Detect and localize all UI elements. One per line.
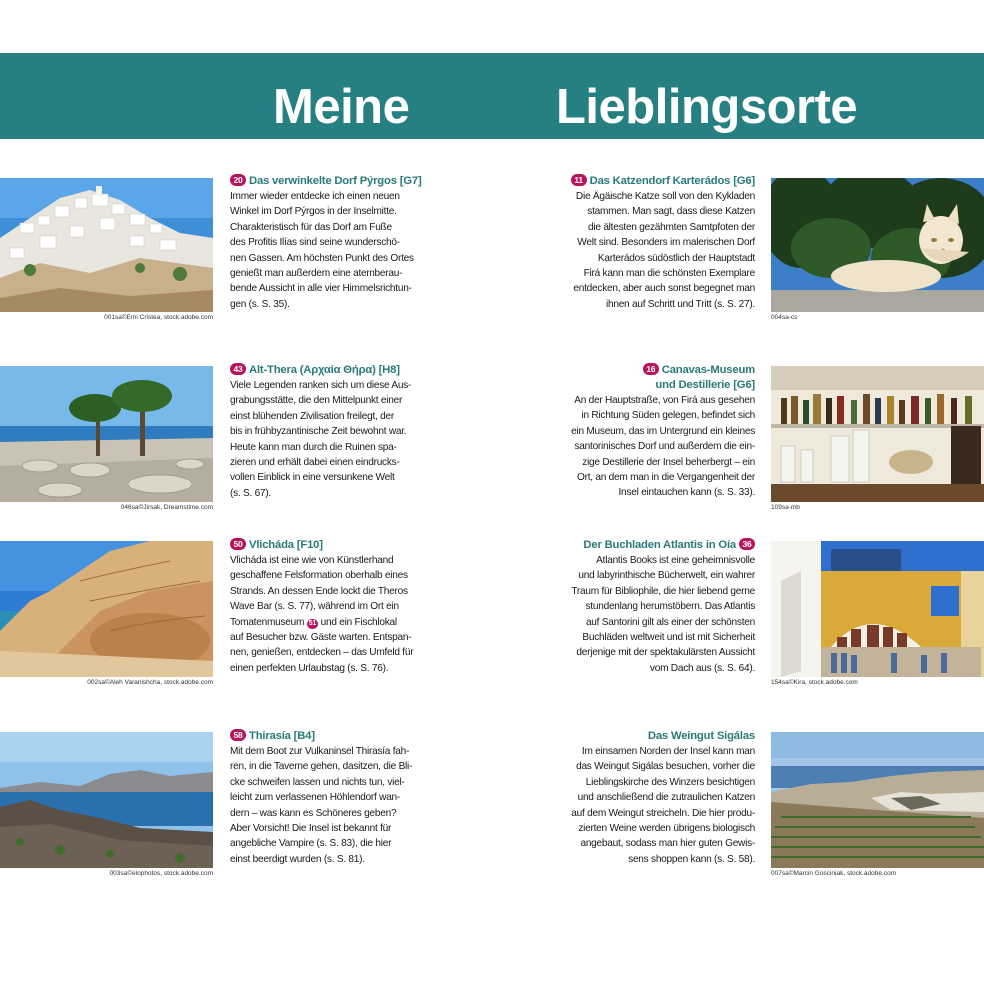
entry-sigalas <box>550 729 755 867</box>
entry-body: Atlantis Books ist eine geheimnisvolle und labyrinthische Bücherwelt, ein wahrer Traum für Bibliophile, die hier liebend gerne stundenlang herumstöbern. Das Atlantis auf Santorini gilt als einer der schönsten Buchläden weltweit und ist mit Sicherheit derjenige mit der spektakulärsten Aussicht vom Dach aus (s. S. 64). <box>571 555 755 674</box>
photo-canavas <box>771 366 984 502</box>
entry-body: Immer wieder entdecke ich einen neuen Winkel im Dorf Pýrgos in der Inselmitte. Charakteristisch für das Dorf am Fuße des Profitis Ilías sind seine wunderschö- nen Gassen. Am höchsten Punkt des Ortes genießt man außerdem eine atemberau- bende Aussicht in alle vier Himmelsrichtun- gen (s. S. 35). <box>230 191 414 310</box>
entry-thirasia <box>230 729 435 867</box>
photo-credit-7: 154sa©Kira, stock.adobe.com <box>771 679 858 686</box>
photo-sigalas <box>771 732 984 868</box>
entry-title: Das verwinkelte Dorf Pýrgos [G7] <box>249 175 422 187</box>
photo-thirasia <box>0 732 213 868</box>
entry-body: Im einsamen Norden der Insel kann man das Weingut Sigálas besuchen, vorher die Lieblingskirche des Winzers besichtigen und anschließend die zutraulichen Katzen auf dem Weingut streicheln. Die hier produ- zierten Weine werden übrigens biologisch angebaut, sodass man hier guten Gewis- sens shoppen kann (s. S. 58). <box>571 746 755 865</box>
photo-pyrgos <box>0 178 213 312</box>
entry-heading <box>550 363 755 378</box>
photo-credit-8: 007sa©Marcin Gosciniak, stock.adobe.com <box>771 870 897 877</box>
entry-number-badge: 16 <box>643 363 659 375</box>
entry-title: Alt-Thera (Αρχαία Θήρα) [H8] <box>249 364 400 376</box>
entry-body-part-2: und ein Fischlokal auf Besucher bzw. Gäste warten. Entspan- nen, genießen, entdecken – das Umfeld für einen perfekten Urlaubstag (s. S. 76). <box>230 616 414 674</box>
entry-number-badge: 11 <box>571 174 587 186</box>
entry-vlichada <box>230 538 435 676</box>
entry-heading <box>550 729 755 744</box>
photo-credit-2: 046sa©Jirsak, Dreamstime.com <box>120 504 213 511</box>
entry-body: Viele Legenden ranken sich um diese Aus- grabungsstätte, die den Mittelpunkt einer einst blühenden Zivilisation freilegt, der bis in frühbyzantinische Zeit bewohnt war. Heute kann man durch die Ruinen spa- zieren und erhält dabei einen eindrucks- vollen Einblick in eine versunkene Welt (s. S. 67). <box>230 380 412 499</box>
banner-word-1: Meine <box>273 80 410 134</box>
entry-heading <box>230 729 435 744</box>
entry-body: Mit dem Boot zur Vulkaninsel Thirasía fah- ren, in die Taverne gehen, dasitzen, die Bli- cke schweifen lassen und nichts tun, viel- leicht zum verlassenen Höhlendorf wan- dern – was kann es Schöneres geben? Aber Vorsicht! Die Insel ist bekannt für angebliche Vampire (s. S. 83), die hier einst beerdigt wurden (s. S. 81). <box>230 746 413 865</box>
photo-alt-thera <box>0 366 213 502</box>
entry-body-part-1: Vlicháda ist eine wie von Künstlerhand geschaffene Felsformation oberhalb eines Strands. An dessen Ende lockt die Theros Wave Bar (s. S. 77), während im Ort ein Tomatenmuseum <box>230 555 408 628</box>
photo-credit-6: 109sa-mb <box>771 504 800 511</box>
entry-number-badge: 20 <box>230 174 246 186</box>
entry-number-badge: 50 <box>230 538 246 550</box>
entry-title: Der Buchladen Atlantis in Oía <box>583 539 736 551</box>
photo-credit-5: 004sa-cs <box>771 314 798 321</box>
entry-heading <box>230 174 435 189</box>
photo-vlichada <box>0 541 213 677</box>
entry-heading <box>550 174 755 189</box>
entry-canavas <box>550 363 755 501</box>
entry-heading-line-2: und Destillerie [G6] <box>655 379 755 391</box>
entry-body: An der Hauptstraße, von Firá aus gesehen in Richtung Süden gelegen, befindet sich ein Museum, das im Untergrund ein kleines santorinisches Dorf und außerdem die ein- zige Destillerie der Insel beherbergt – ein Ort, an dem man in die Vergangenheit der Insel eintauchen kann (s. S. 33). <box>571 395 755 499</box>
entry-title: Thirasía [B4] <box>249 730 315 742</box>
entry-title: Canavas-Museum <box>661 364 755 376</box>
photo-cat <box>771 178 984 312</box>
entry-heading <box>230 363 435 378</box>
photo-credit-4: 003sa©elophotos, stock.adobe.com <box>109 870 213 877</box>
title-banner <box>0 53 984 139</box>
entry-title: Vlicháda [F10] <box>249 539 323 551</box>
entry-pyrgos <box>230 174 435 312</box>
entry-karterados <box>550 174 755 312</box>
entry-body: Die Ägäische Katze soll von den Kykladen stammen. Man sagt, dass diese Katzen die ältesten gezähmten Samtpfoten der Welt sind. Besonders im malerischen Dorf Karterádos südöstlich der Hauptstadt Firá kann man die schönsten Exemplare entdecken, aber auch sonst begegnet man ihnen auf Schritt und Tritt (s. S. 27). <box>573 191 755 310</box>
banner-word-2: Lieblingsorte <box>556 80 858 134</box>
entry-title: Das Weingut Sigálas <box>647 730 755 742</box>
entry-number-badge: 43 <box>230 363 246 375</box>
entry-number-badge: 58 <box>230 729 246 741</box>
entry-heading <box>550 538 755 553</box>
entry-heading <box>230 538 435 553</box>
photo-credit-1: 001sa©Emi Cristea, stock.adobe.com <box>104 314 213 321</box>
entry-alt-thera <box>230 363 435 501</box>
entry-title: Das Katzendorf Karterádos [G6] <box>589 175 755 187</box>
entry-body <box>230 553 435 676</box>
entry-number-badge: 36 <box>739 538 755 550</box>
photo-atlantis-books <box>771 541 984 677</box>
photo-credit-3: 002sa©Aleh Varanishcha, stock.adobe.com <box>87 679 213 686</box>
inline-number-badge: 51 <box>308 619 317 627</box>
entry-atlantis <box>550 538 755 676</box>
